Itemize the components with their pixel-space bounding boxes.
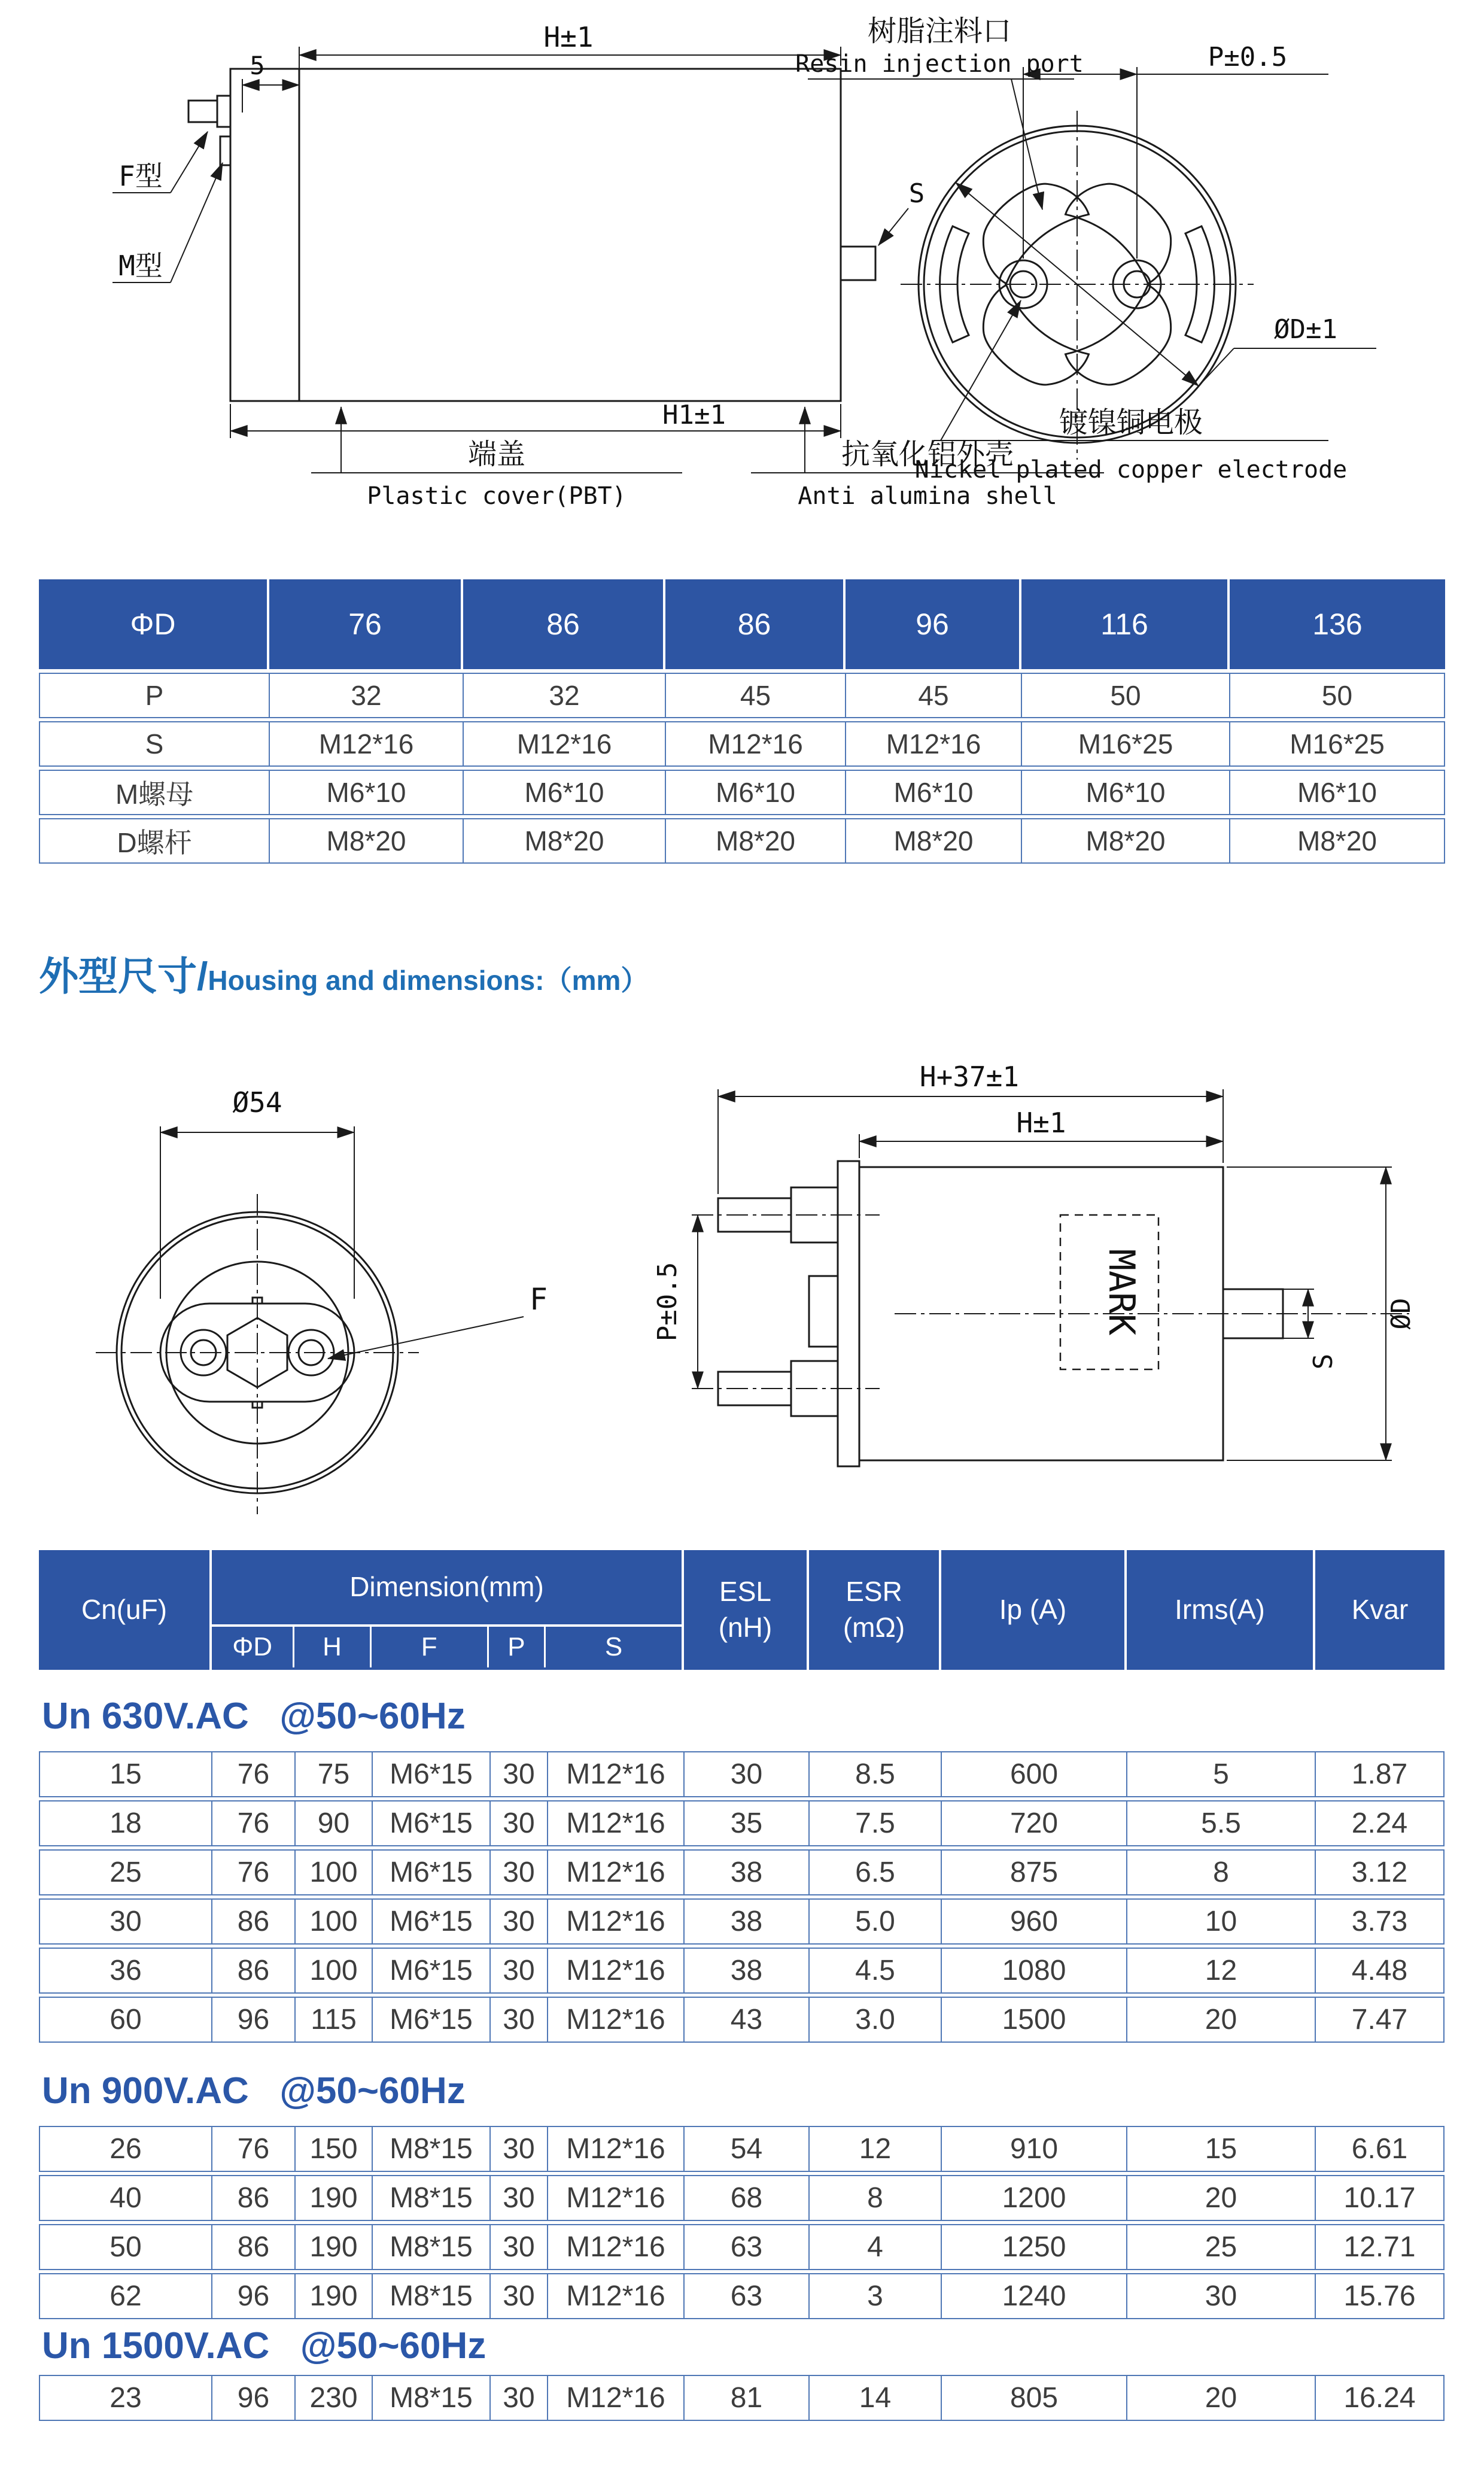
table-cell: 63 bbox=[684, 2224, 809, 2270]
table-cell: 190 bbox=[295, 2273, 372, 2319]
header-dimension-subrow bbox=[212, 1627, 682, 1667]
cover-label-en: Plastic cover(PBT) bbox=[367, 482, 627, 510]
table-cell: 3.12 bbox=[1315, 1849, 1445, 1895]
table-cell: 54 bbox=[684, 2126, 809, 2172]
table-cell: 86 bbox=[212, 2175, 295, 2221]
table-900v bbox=[39, 2126, 1445, 2319]
table-cell: 26 bbox=[39, 2126, 212, 2172]
table-row bbox=[39, 721, 1445, 767]
table-cell: 7.5 bbox=[809, 1800, 941, 1846]
table-cell: 30 bbox=[39, 1898, 212, 1945]
table-cell: M螺母 bbox=[39, 770, 269, 815]
table-cell: M12*16 bbox=[463, 721, 665, 767]
table-cell: M8*15 bbox=[372, 2375, 490, 2421]
table-cell: 1200 bbox=[941, 2175, 1127, 2221]
side-view-dimensions-2 bbox=[698, 1089, 1392, 1460]
section-title-slash: / bbox=[197, 954, 208, 998]
table-cell: 63 bbox=[684, 2273, 809, 2319]
table-row bbox=[39, 1751, 1445, 1797]
table-cell: M12*16 bbox=[548, 2224, 684, 2270]
table-row bbox=[39, 2175, 1445, 2221]
table-cell: 30 bbox=[490, 1751, 548, 1797]
table-cell: 62 bbox=[39, 2273, 212, 2319]
table-cell: 18 bbox=[39, 1800, 212, 1846]
spec-header-cell: 96 bbox=[846, 579, 1021, 669]
table-cell: 32 bbox=[269, 673, 463, 718]
table-cell: 68 bbox=[684, 2175, 809, 2221]
table-cell: 30 bbox=[490, 1948, 548, 1994]
section-title-zh: 外型尺寸 bbox=[39, 954, 197, 998]
table-cell: M12*16 bbox=[846, 721, 1021, 767]
header-ip: Ip (A) bbox=[941, 1550, 1127, 1670]
table-row bbox=[39, 2126, 1445, 2172]
table-cell: 75 bbox=[295, 1751, 372, 1797]
table-1500v bbox=[39, 2375, 1445, 2421]
table-cell: 38 bbox=[684, 1948, 809, 1994]
table-cell: M8*20 bbox=[665, 818, 846, 864]
table-cell: 7.47 bbox=[1315, 1997, 1445, 2043]
table-cell: 76 bbox=[212, 1849, 295, 1895]
table-cell: 5.0 bbox=[809, 1898, 941, 1945]
shell-label-en: Anti alumina shell bbox=[798, 482, 1057, 510]
f-type-label: F型 bbox=[118, 160, 163, 192]
spec-header-cell: 86 bbox=[463, 579, 665, 669]
table-cell: 76 bbox=[212, 1800, 295, 1846]
table-row bbox=[39, 1997, 1445, 2043]
table-cell: M6*10 bbox=[1230, 770, 1445, 815]
table-cell: M6*10 bbox=[665, 770, 846, 815]
table-cell: 38 bbox=[684, 1849, 809, 1895]
header-sub-f: F bbox=[372, 1627, 489, 1667]
table-row bbox=[39, 1800, 1445, 1846]
table-cell: M12*16 bbox=[548, 2175, 684, 2221]
table-cell: M6*15 bbox=[372, 1948, 490, 1994]
dim-d54-label: Ø54 bbox=[232, 1086, 282, 1119]
table-cell: M8*20 bbox=[1230, 818, 1445, 864]
resin-label-en: Resin injection port bbox=[795, 50, 1084, 78]
table-row bbox=[39, 818, 1445, 864]
table-cell: 15.76 bbox=[1315, 2273, 1445, 2319]
table-cell: 12.71 bbox=[1315, 2224, 1445, 2270]
dim-s-label-2: S bbox=[1308, 1353, 1339, 1370]
header-sub-s: S bbox=[604, 1632, 623, 1662]
table-cell: 8.5 bbox=[809, 1751, 941, 1797]
table-cell: 32 bbox=[463, 673, 665, 718]
table-cell: 40 bbox=[39, 2175, 212, 2221]
table-cell: 20 bbox=[1127, 1997, 1315, 2043]
table-row bbox=[39, 673, 1445, 718]
header-sub-h: H bbox=[294, 1627, 371, 1667]
table-cell: M16*25 bbox=[1021, 721, 1230, 767]
f-terminal-label: F bbox=[529, 1282, 548, 1317]
spec-header-cell: 86 bbox=[665, 579, 846, 669]
section-title-en: Housing and dimensions:（mm） bbox=[208, 965, 649, 996]
electrode-label-zh: 镀镍铜电极 bbox=[1059, 406, 1203, 439]
table-cell: M6*15 bbox=[372, 1800, 490, 1846]
table-cell: 30 bbox=[490, 2375, 548, 2421]
table-cell: 30 bbox=[684, 1751, 809, 1797]
table-cell: 30 bbox=[490, 2175, 548, 2221]
end-view-dimensions-2 bbox=[160, 1126, 524, 1359]
table-cell: 43 bbox=[684, 1997, 809, 2043]
resin-label-zh: 树脂注料口 bbox=[867, 14, 1012, 48]
table-cell: 12 bbox=[809, 2126, 941, 2172]
table-cell: 6.61 bbox=[1315, 2126, 1445, 2172]
table-cell: 86 bbox=[212, 2224, 295, 2270]
table-cell: 50 bbox=[39, 2224, 212, 2270]
table-cell: 1500 bbox=[941, 1997, 1127, 2043]
table-row bbox=[39, 1948, 1445, 1994]
voltage-heading-1500v: Un 1500V.AC @50~60Hz bbox=[42, 2325, 486, 2366]
dim-h37-label: H+37±1 bbox=[919, 1061, 1020, 1093]
table-cell: 15 bbox=[39, 1751, 212, 1797]
table-cell: 150 bbox=[295, 2126, 372, 2172]
table-row bbox=[39, 2224, 1445, 2270]
table-cell: M12*16 bbox=[548, 1849, 684, 1895]
end-view-dimensions bbox=[808, 67, 1376, 440]
table-cell: 2.24 bbox=[1315, 1800, 1445, 1846]
table-cell: 100 bbox=[295, 1948, 372, 1994]
table-cell: 30 bbox=[490, 2224, 548, 2270]
dim-5-label: 5 bbox=[250, 51, 265, 80]
table-row bbox=[39, 2273, 1445, 2319]
table-cell: 100 bbox=[295, 1898, 372, 1945]
table-cell: 805 bbox=[941, 2375, 1127, 2421]
drawing-top-views bbox=[60, 12, 1424, 527]
table-cell: 1080 bbox=[941, 1948, 1127, 1994]
table-cell: 30 bbox=[490, 1997, 548, 2043]
table-cell: M8*20 bbox=[269, 818, 463, 864]
table-cell: 14 bbox=[809, 2375, 941, 2421]
table-cell: M12*16 bbox=[548, 2126, 684, 2172]
table-cell: 25 bbox=[1127, 2224, 1315, 2270]
table-cell: 8 bbox=[809, 2175, 941, 2221]
header-esr: ESR (mΩ) bbox=[809, 1550, 941, 1670]
table-cell: M6*15 bbox=[372, 1997, 490, 2043]
table-cell: 76 bbox=[212, 2126, 295, 2172]
table-cell: 30 bbox=[490, 1849, 548, 1895]
table-cell: 100 bbox=[295, 1849, 372, 1895]
header-dimension-group bbox=[212, 1550, 684, 1670]
table-cell: M8*20 bbox=[463, 818, 665, 864]
table-cell: 190 bbox=[295, 2175, 372, 2221]
dim-od-label-2: ØD bbox=[1386, 1298, 1416, 1330]
mark-label: MARK bbox=[1100, 1248, 1142, 1336]
table-cell: 50 bbox=[1230, 673, 1445, 718]
dim-p-label: P±0.5 bbox=[1208, 42, 1288, 72]
table-cell: M12*16 bbox=[548, 1751, 684, 1797]
table-cell: 3.0 bbox=[809, 1997, 941, 2043]
table-cell: 4 bbox=[809, 2224, 941, 2270]
dim-h1-label: H1±1 bbox=[662, 400, 726, 430]
table-cell: 90 bbox=[295, 1800, 372, 1846]
table-cell: 25 bbox=[39, 1849, 212, 1895]
shell-label-zh: 抗氧化铝外壳 bbox=[841, 438, 1014, 471]
table-cell: M6*15 bbox=[372, 1849, 490, 1895]
header-kvar: Kvar bbox=[1315, 1550, 1445, 1670]
table-cell: 45 bbox=[665, 673, 846, 718]
table-cell: 5 bbox=[1127, 1751, 1315, 1797]
dim-h-label-2: H±1 bbox=[1016, 1107, 1066, 1139]
main-table-header bbox=[39, 1550, 1445, 1670]
table-cell: M8*15 bbox=[372, 2126, 490, 2172]
header-irms: Irms(A) bbox=[1127, 1550, 1315, 1670]
table-cell: 1.87 bbox=[1315, 1751, 1445, 1797]
table-cell: 23 bbox=[39, 2375, 212, 2421]
table-cell: 96 bbox=[212, 2375, 295, 2421]
spec-header-cell: 136 bbox=[1230, 579, 1445, 669]
table-cell: M6*10 bbox=[463, 770, 665, 815]
table-cell: 30 bbox=[490, 1800, 548, 1846]
table-cell: 230 bbox=[295, 2375, 372, 2421]
end-view-centerlines-2 bbox=[96, 1194, 419, 1514]
table-cell: 30 bbox=[490, 1898, 548, 1945]
header-cn: Cn(uF) bbox=[39, 1550, 212, 1670]
table-cell: M8*20 bbox=[846, 818, 1021, 864]
side-view-dimensions bbox=[112, 47, 1104, 473]
table-cell: 12 bbox=[1127, 1948, 1315, 1994]
cover-label-zh: 端盖 bbox=[467, 438, 526, 471]
table-row bbox=[39, 1898, 1445, 1945]
table-cell: M12*16 bbox=[548, 1948, 684, 1994]
m-type-label: M型 bbox=[118, 250, 163, 282]
voltage-heading-630v: Un 630V.AC @50~60Hz bbox=[42, 1696, 466, 1737]
table-cell: 30 bbox=[490, 2126, 548, 2172]
table-cell: 960 bbox=[941, 1898, 1127, 1945]
table-cell: M6*15 bbox=[372, 1751, 490, 1797]
header-dimension-title: Dimension(mm) bbox=[212, 1550, 682, 1627]
table-cell: M6*10 bbox=[1021, 770, 1230, 815]
table-cell: 8 bbox=[1127, 1849, 1315, 1895]
table-cell: 81 bbox=[684, 2375, 809, 2421]
table-cell: 4.48 bbox=[1315, 1948, 1445, 1994]
table-cell: D螺杆 bbox=[39, 818, 269, 864]
table-cell: M12*16 bbox=[548, 2273, 684, 2319]
table-cell: S bbox=[39, 721, 269, 767]
table-cell: M12*16 bbox=[548, 1997, 684, 2043]
table-cell: 16.24 bbox=[1315, 2375, 1445, 2421]
table-cell: 96 bbox=[212, 2273, 295, 2319]
table-cell: M12*16 bbox=[269, 721, 463, 767]
header-esl: ESL (nH) bbox=[684, 1550, 809, 1670]
table-cell: 910 bbox=[941, 2126, 1127, 2172]
table-cell: 6.5 bbox=[809, 1849, 941, 1895]
table-cell: 86 bbox=[212, 1898, 295, 1945]
dim-p-label-2: P±0.5 bbox=[652, 1262, 683, 1342]
table-cell: 10 bbox=[1127, 1898, 1315, 1945]
table-cell: 50 bbox=[1021, 673, 1230, 718]
table-cell: 600 bbox=[941, 1751, 1127, 1797]
table-cell: 15 bbox=[1127, 2126, 1315, 2172]
spec-table-body bbox=[39, 673, 1445, 864]
table-cell: 60 bbox=[39, 1997, 212, 2043]
table-cell: 86 bbox=[212, 1948, 295, 1994]
drawing-housing-views bbox=[60, 1017, 1424, 1532]
table-cell: 76 bbox=[212, 1751, 295, 1797]
table-cell: 3 bbox=[809, 2273, 941, 2319]
header-sub-p: P bbox=[489, 1627, 546, 1667]
table-cell: 1250 bbox=[941, 2224, 1127, 2270]
table-cell: 1240 bbox=[941, 2273, 1127, 2319]
table-cell: 5.5 bbox=[1127, 1800, 1315, 1846]
spec-header-cell: 76 bbox=[269, 579, 463, 669]
table-row bbox=[39, 770, 1445, 815]
table-cell: 96 bbox=[212, 1997, 295, 2043]
spec-table-header bbox=[39, 579, 1445, 669]
dim-h-label: H±1 bbox=[543, 21, 594, 53]
table-row bbox=[39, 1849, 1445, 1895]
table-cell: M8*15 bbox=[372, 2224, 490, 2270]
table-cell: 45 bbox=[846, 673, 1021, 718]
table-cell: P bbox=[39, 673, 269, 718]
spec-header-cell: 116 bbox=[1021, 579, 1230, 669]
table-cell: 875 bbox=[941, 1849, 1127, 1895]
table-cell: M6*15 bbox=[372, 1898, 490, 1945]
table-cell: 36 bbox=[39, 1948, 212, 1994]
table-cell: 10.17 bbox=[1315, 2175, 1445, 2221]
table-cell: 35 bbox=[684, 1800, 809, 1846]
s-stud-label: S bbox=[908, 178, 925, 209]
table-cell: M6*10 bbox=[269, 770, 463, 815]
table-cell: 720 bbox=[941, 1800, 1127, 1846]
dim-od-label: ØD±1 bbox=[1274, 314, 1337, 345]
side-view-centerlines-2 bbox=[692, 1215, 1409, 1389]
header-sub-phid: ΦD bbox=[212, 1627, 294, 1667]
table-cell: M8*15 bbox=[372, 2175, 490, 2221]
table-cell: M12*16 bbox=[548, 2375, 684, 2421]
spec-header-cell: ΦD bbox=[39, 579, 269, 669]
section-title bbox=[39, 944, 648, 1001]
table-cell: M12*16 bbox=[548, 1800, 684, 1846]
table-cell: M16*25 bbox=[1230, 721, 1445, 767]
table-cell: 115 bbox=[295, 1997, 372, 2043]
table-cell: M12*16 bbox=[665, 721, 846, 767]
table-cell: 20 bbox=[1127, 2175, 1315, 2221]
electrode-label-en: Nickel plated copper electrode bbox=[914, 456, 1348, 484]
table-cell: M8*15 bbox=[372, 2273, 490, 2319]
table-cell: M8*20 bbox=[1021, 818, 1230, 864]
table-cell: M12*16 bbox=[548, 1898, 684, 1945]
voltage-heading-900v: Un 900V.AC @50~60Hz bbox=[42, 2070, 466, 2112]
table-cell: M6*10 bbox=[846, 770, 1021, 815]
capacitor-side-view bbox=[188, 69, 875, 401]
table-cell: 3.73 bbox=[1315, 1898, 1445, 1945]
table-row bbox=[39, 2375, 1445, 2421]
table-630v bbox=[39, 1751, 1445, 2043]
table-cell: 30 bbox=[490, 2273, 548, 2319]
table-cell: 38 bbox=[684, 1898, 809, 1945]
table-cell: 20 bbox=[1127, 2375, 1315, 2421]
table-cell: 30 bbox=[1127, 2273, 1315, 2319]
table-cell: 4.5 bbox=[809, 1948, 941, 1994]
table-cell: 190 bbox=[295, 2224, 372, 2270]
